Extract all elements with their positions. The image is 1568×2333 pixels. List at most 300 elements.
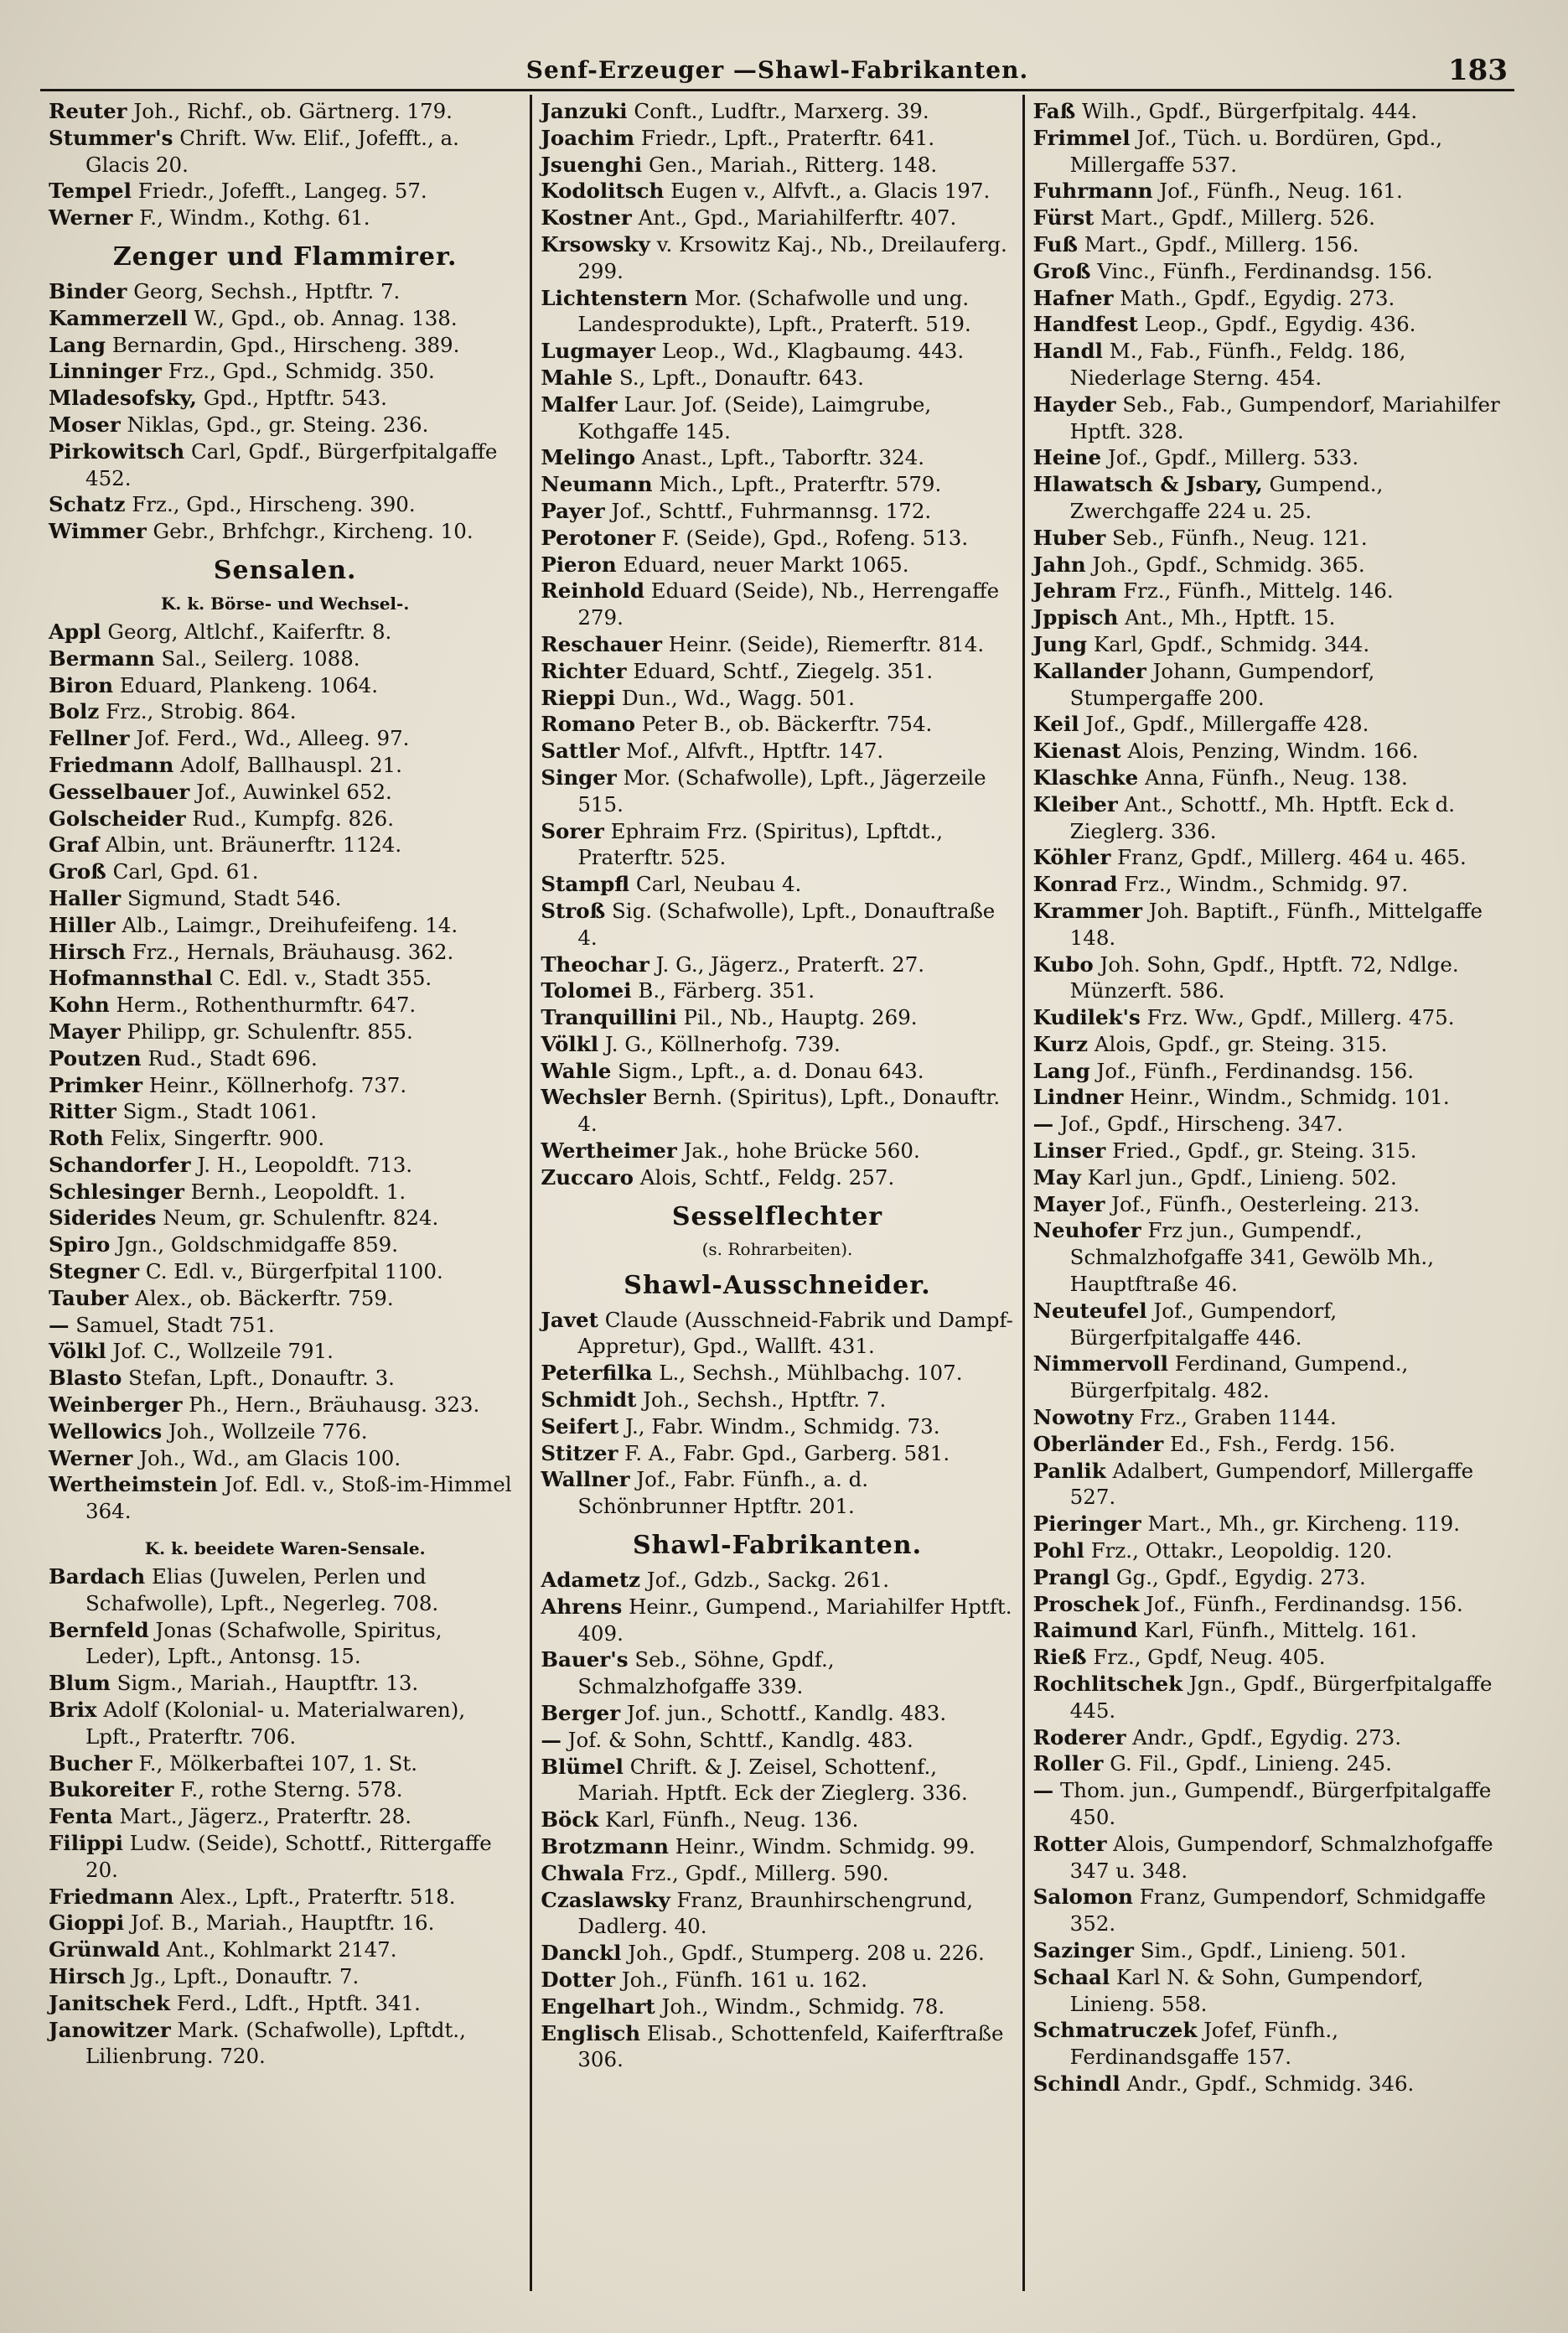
entry-name: Sazinger: [1032, 1937, 1134, 1962]
entry-details: Jof. B., Mariah., Hauptftr. 16.: [130, 1910, 435, 1936]
entry-details: Franz, Gpdf., Millerg. 464 u. 465.: [1117, 845, 1467, 870]
entry-name: Böck: [541, 1807, 599, 1833]
directory-entry: [1033, 285, 1506, 312]
directory-entry: [1033, 1458, 1506, 1511]
entry-name: Kallander: [1032, 658, 1146, 683]
directory-entry: [1033, 844, 1506, 871]
entry-details: Ant., Mh., Hptft. 15.: [1125, 605, 1336, 630]
directory-entry: [541, 1700, 1013, 1727]
entry-details: B., Färberg. 351.: [638, 978, 815, 1003]
col2-list-d: [541, 1567, 1013, 2073]
entry-details: F., Mölkerbaftei 107, 1. St.: [138, 1750, 418, 1776]
directory-entry: [541, 471, 1013, 498]
directory-entry: [541, 977, 1013, 1004]
entry-name: Rieß: [1032, 1645, 1087, 1670]
entry-name: Jppisch: [1032, 605, 1119, 630]
entry-name: Seifert: [541, 1413, 619, 1439]
entry-details: C. Edl. v., Bürgerfpital 1100.: [145, 1259, 443, 1284]
entry-details: Jof. & Sohn, Schttf., Kandlg. 483.: [567, 1727, 913, 1752]
entry-details: Mof., Alfvft., Hptftr. 147.: [626, 739, 884, 764]
entry-name: Fuhrmann: [1032, 179, 1153, 204]
directory-entry: [49, 1152, 521, 1179]
entry-details: G. Fil., Gpdf., Linieng. 245.: [1110, 1751, 1392, 1776]
directory-entry: [1033, 711, 1506, 738]
entry-name: Pohl: [1032, 1538, 1084, 1563]
entry-details: Ludw. (Seide), Schottf., Rittergaffe 20.: [85, 1831, 492, 1882]
entry-name: Bukoreiter: [49, 1777, 174, 1802]
entry-name: Linninger: [49, 359, 162, 384]
directory-entry: [1033, 951, 1506, 1005]
entry-details: Wilh., Gpdf., Bürgerfpitalg. 444.: [1082, 99, 1418, 123]
directory-entry: [541, 205, 1013, 231]
directory-entry: [1033, 1138, 1506, 1164]
entry-details: Alb., Laimgr., Dreihufeifeng. 14.: [122, 912, 458, 937]
entry-name: Wimmer: [49, 519, 147, 544]
entry-name: Hirsch: [49, 939, 126, 964]
entry-details: Joh., Sechsh., Hptftr. 7.: [643, 1387, 887, 1413]
entry-name: Wallner: [541, 1467, 630, 1492]
entry-name: Panlik: [1032, 1458, 1106, 1483]
entry-name: Tempel: [49, 179, 132, 204]
directory-entry: [541, 1754, 1013, 1807]
entry-name: Werner: [49, 1445, 133, 1470]
directory-entry: [49, 332, 521, 359]
entry-details: Jak., hohe Brücke 560.: [683, 1138, 920, 1164]
entry-details: Heinr., Windm., Schmidg. 101.: [1130, 1085, 1450, 1110]
directory-entry: [541, 98, 1013, 125]
directory-entry: [49, 98, 521, 125]
directory-entry: [49, 885, 521, 912]
directory-entry: [1033, 1004, 1506, 1031]
entry-name: Prangl: [1032, 1564, 1110, 1589]
entry-name: Reschauer: [541, 631, 662, 656]
directory-entry: [49, 1697, 521, 1750]
directory-entry: [1033, 471, 1506, 525]
entry-name: Wahle: [541, 1058, 612, 1083]
entry-details: Vinc., Fünfh., Ferdinandsg. 156.: [1097, 258, 1433, 283]
entry-name: —: [1032, 1778, 1054, 1803]
entry-details: Adolf, Ballhauspl. 21.: [180, 752, 402, 777]
entry-name: Friedmann: [49, 1884, 174, 1909]
entry-details: Chrift. Ww. Elif., Jofefft., a. Glacis 20.: [85, 125, 459, 177]
entry-name: Brotzmann: [541, 1834, 669, 1859]
entry-details: Frz., Gpdf, Neug. 405.: [1093, 1645, 1326, 1670]
entry-details: Ph., Hern., Bräuhausg. 323.: [189, 1392, 480, 1418]
directory-entry: [1033, 1964, 1506, 2018]
directory-entry: [49, 358, 521, 385]
entry-details: Mor. (Schafwolle), Lpft., Jägerzeile 515.: [577, 765, 986, 817]
subheading-boerse: K. k. Börse- und Wechsel-.: [161, 593, 410, 614]
entry-details: Jof., Fünfh., Neug. 161.: [1159, 179, 1403, 204]
entry-name: Schandorfer: [49, 1152, 191, 1177]
directory-entry: [1033, 1164, 1506, 1191]
directory-entry: [1033, 311, 1506, 338]
entry-name: Hofmannsthal: [49, 966, 213, 991]
entry-details: Jgn., Gpdf., Bürgerfpitalgaffe 445.: [1069, 1672, 1493, 1723]
entry-details: Claude (Ausschneid-Fabrik und Dampf-Appretur), Gpd., Wallft. 431.: [577, 1307, 1013, 1359]
entry-name: Blümel: [541, 1754, 624, 1779]
entry-name: Hafner: [1032, 285, 1114, 310]
entry-details: J. G., Jägerz., Praterft. 27.: [655, 951, 925, 977]
entry-details: Jof., Gpdf., Hirscheng. 347.: [1059, 1112, 1343, 1137]
directory-entry: [1033, 1591, 1506, 1618]
entry-details: Frz jun., Gumpendf., Schmalzhofgaffe 341, Gewölb Mh., Hauptftraße 46.: [1069, 1218, 1434, 1297]
entry-name: Moser: [49, 412, 121, 437]
entry-details: Mich., Lpft., Praterftr. 579.: [659, 472, 942, 497]
directory-entry: [541, 1413, 1013, 1440]
entry-details: J. G., Köllnerhofg. 739.: [604, 1031, 841, 1056]
directory-entry: [1033, 791, 1506, 845]
entry-details: J. H., Leopoldft. 713.: [197, 1152, 413, 1177]
directory-entry: [1033, 1404, 1506, 1431]
directory-entry: [1033, 338, 1506, 391]
directory-entry: [1033, 178, 1506, 205]
directory-entry: [541, 951, 1013, 978]
entry-details: Felix, Singerftr. 900.: [110, 1126, 325, 1151]
entry-details: Adalbert, Gumpendorf, Millergaffe 527.: [1069, 1458, 1474, 1510]
directory-entry: [1033, 1724, 1506, 1751]
directory-entry: [1033, 258, 1506, 285]
entry-details: Jgn., Goldschmidgaffe 859.: [116, 1232, 399, 1257]
directory-entry: [1033, 1351, 1506, 1404]
entry-name: Kienast: [1032, 739, 1121, 764]
entry-details: Albin, unt. Bräunerftr. 1124.: [106, 832, 402, 858]
entry-details: Jonas (Schafwolle, Spiritus, Leder), Lpft., Antonsg. 15.: [85, 1617, 442, 1669]
directory-entry: [1033, 631, 1506, 658]
entry-details: Sigm., Mariah., Hauptftr. 13.: [116, 1671, 419, 1696]
entry-details: Jof., Fünfh., Ferdinandsg. 156.: [1096, 1058, 1415, 1083]
entry-name: Mahle: [541, 365, 613, 390]
directory-entry: [1033, 1831, 1506, 1885]
entry-details: Jg., Lpft., Donauftr. 7.: [132, 1964, 360, 1988]
entry-details: Johann, Gumpendorf, Stumpergaffe 200.: [1069, 658, 1375, 710]
entry-name: Gesselbauer: [49, 779, 190, 804]
entry-name: Fellner: [49, 726, 130, 751]
entry-name: Neumann: [541, 472, 653, 497]
entry-details: F. A., Fabr. Gpd., Garberg. 581.: [624, 1440, 950, 1465]
directory-entry: [49, 1045, 521, 1072]
directory-entry: [1033, 1671, 1506, 1724]
directory-entry: [49, 1803, 521, 1830]
entry-details: Ant., Kohlmarkt 2147.: [166, 1937, 397, 1962]
entry-name: Wertheimstein: [49, 1472, 218, 1497]
entry-details: Heinr., Windm. Schmidg. 99.: [675, 1834, 975, 1859]
directory-entry: [541, 1567, 1013, 1594]
entry-name: Konrad: [1032, 872, 1118, 897]
entry-details: Gebr., Brhfchgr., Kircheng. 10.: [153, 519, 474, 544]
entry-name: Richter: [541, 658, 627, 683]
entry-details: Heinr. (Seide), Riemerftr. 814.: [668, 631, 985, 656]
entry-details: Franz, Braunhirschengrund, Dadlerg. 40.: [577, 1887, 974, 1939]
entry-name: —: [49, 1312, 70, 1337]
directory-entry: [49, 698, 521, 725]
entry-name: Bardach: [49, 1564, 146, 1589]
entry-name: Pieron: [541, 552, 617, 577]
directory-entry: [541, 1440, 1013, 1467]
entry-name: Rotter: [1032, 1831, 1107, 1856]
directory-entry: [541, 1727, 1013, 1754]
directory-entry: [541, 1466, 1013, 1520]
entry-name: Kurz: [1032, 1031, 1089, 1056]
directory-entry: [1033, 1031, 1506, 1058]
section-heading-sensalen: Sensalen.: [213, 555, 357, 585]
entry-name: Bauer's: [541, 1647, 629, 1672]
entry-name: Kodolitsch: [541, 179, 665, 204]
directory-entry: [49, 1205, 521, 1231]
section-heading-sesselflechter: Sesselflechter: [671, 1201, 883, 1231]
entry-name: Keil: [1032, 712, 1079, 737]
entry-details: Carl, Gpdf., Bürgerfpitalgaffe 452.: [85, 438, 498, 490]
entry-details: Gg., Gpdf., Egydig. 273.: [1115, 1564, 1366, 1589]
directory-entry: [1033, 1884, 1506, 1937]
entry-name: Schmidt: [541, 1387, 637, 1413]
col1-list-d: [49, 1563, 521, 2070]
entry-name: Adametz: [541, 1568, 641, 1593]
column-1: [40, 95, 530, 2291]
entry-name: Janitschek: [49, 1990, 170, 2015]
directory-entry: [49, 939, 521, 966]
entry-name: Hayder: [1032, 391, 1116, 417]
entry-name: Tolomei: [541, 978, 632, 1003]
entry-name: Czaslawsky: [541, 1887, 670, 1912]
entry-name: Wechsler: [541, 1085, 646, 1110]
entry-name: Nimmervoll: [1032, 1351, 1168, 1376]
entry-details: Ed., Fsh., Ferdg. 156.: [1170, 1431, 1396, 1456]
entry-name: Graf: [49, 832, 100, 858]
entry-name: Ahrens: [541, 1594, 623, 1619]
entry-details: Rud., Stadt 696.: [147, 1045, 318, 1071]
entry-name: Mladesofsky,: [49, 386, 197, 411]
entry-details: Frz., Ottakr., Leopoldig. 120.: [1090, 1538, 1393, 1563]
entry-name: Jahn: [1032, 552, 1086, 577]
entry-name: Lindner: [1032, 1085, 1124, 1110]
entry-name: Lang: [1032, 1058, 1090, 1083]
entry-details: Alois, Gpdf., gr. Steing. 315.: [1094, 1031, 1388, 1056]
entry-details: Dun., Wd., Wagg. 501.: [621, 685, 855, 710]
entry-name: Romano: [541, 712, 635, 737]
col1-list-c: [49, 619, 521, 1525]
directory-entry: [49, 619, 521, 645]
entry-details: Friedr., Jofefft., Langeg. 57.: [137, 179, 427, 204]
entry-details: J., Fabr. Windm., Schmidg. 73.: [625, 1413, 940, 1439]
entry-name: Brix: [49, 1698, 97, 1723]
directory-entry: [49, 1338, 521, 1365]
directory-entry: [541, 178, 1013, 205]
entry-details: Jof. Ferd., Wd., Alleeg. 97.: [136, 726, 410, 751]
entry-name: Groß: [1032, 258, 1091, 283]
directory-entry: [49, 1990, 521, 2017]
entry-details: Karl, Fünfh., Neug. 136.: [605, 1807, 859, 1833]
entry-name: —: [1032, 1112, 1054, 1137]
directory-entry: [541, 1646, 1013, 1700]
entry-name: Pieringer: [1032, 1511, 1141, 1537]
entry-name: Tauber: [49, 1285, 129, 1310]
directory-entry: [1033, 2017, 1506, 2071]
running-header: [40, 52, 1514, 91]
entry-name: Englisch: [541, 2020, 641, 2045]
directory-entry: [541, 125, 1013, 152]
entry-name: Binder: [49, 278, 127, 303]
directory-entry: [49, 1231, 521, 1258]
directory-entry: [49, 1072, 521, 1099]
entry-name: Theochar: [541, 951, 649, 977]
entry-name: Stitzer: [541, 1440, 618, 1465]
entry-details: Jof., Gpdf., Millerg. 533.: [1107, 445, 1359, 470]
col1-list-b: [49, 278, 521, 545]
directory-entry: [541, 1031, 1013, 1058]
entry-details: Sim., Gpdf., Linieng. 501.: [1140, 1937, 1407, 1962]
directory-entry: [541, 1993, 1013, 2020]
directory-entry: [1033, 1564, 1506, 1591]
entry-name: Biron: [49, 672, 114, 697]
entry-name: Friedmann: [49, 752, 174, 777]
directory-entry: [49, 1125, 521, 1152]
entry-name: Kubo: [1032, 951, 1094, 977]
entry-name: Berger: [541, 1701, 621, 1726]
entry-details: Peter B., ob. Bäckerftr. 754.: [641, 712, 933, 737]
entry-name: Fürst: [1032, 205, 1094, 231]
column-2: [530, 95, 1022, 2291]
entry-details: Seb., Fünfh., Neug. 121.: [1112, 525, 1368, 550]
entry-details: Heinr., Köllnerhofg. 737.: [148, 1072, 407, 1097]
entry-details: Eduard (Seide), Nb., Herrengaffe 279.: [577, 578, 1000, 630]
directory-entry: [541, 1594, 1013, 1647]
entry-details: Laur. Jof. (Seide), Laimgrube, Kothgaffe 145.: [577, 391, 932, 443]
entry-name: Stegner: [49, 1259, 140, 1284]
entry-name: Frimmel: [1032, 125, 1131, 150]
directory-entry: [1033, 1191, 1506, 1218]
entry-details: Joh., Gpdf., Schmidg. 365.: [1092, 552, 1365, 577]
entry-details: Joh., Fünfh. 161 u. 162.: [621, 1967, 867, 1992]
directory-entry: [49, 1365, 521, 1392]
directory-entry: [541, 1940, 1013, 1967]
entry-details: Alex., ob. Bäckerftr. 759.: [135, 1285, 394, 1310]
col1-list-a: [49, 98, 521, 231]
directory-entry: [541, 1164, 1013, 1191]
directory-entry: [541, 365, 1013, 391]
directory-entry: [49, 125, 521, 179]
entry-name: Kudilek's: [1032, 1005, 1141, 1030]
entry-details: Ant., Gpd., Mariahilferftr. 407.: [638, 205, 957, 231]
entry-details: Stefan, Lpft., Donauftr. 3.: [128, 1366, 395, 1391]
entry-details: Eduard, Plankeng. 1064.: [119, 672, 379, 697]
column-3: [1022, 95, 1514, 2291]
col3-list: [1033, 98, 1506, 2097]
directory-entry: [541, 391, 1013, 445]
entry-details: Rud., Kumpfg. 826.: [192, 806, 395, 831]
col2-list-a: [541, 98, 1013, 1191]
directory-entry: [49, 752, 521, 779]
entry-name: Pirkowitsch: [49, 438, 185, 464]
directory-entry: [541, 1058, 1013, 1085]
directory-entry: [541, 898, 1013, 951]
entry-name: Handl: [1032, 339, 1103, 364]
directory-entry: [1033, 658, 1506, 712]
entry-name: Hlawatsch & Jsbary,: [1032, 472, 1263, 497]
directory-entry: [1033, 391, 1506, 445]
directory-entry: [49, 1445, 521, 1472]
entry-details: L., Sechsh., Mühlbachg. 107.: [659, 1361, 963, 1386]
entry-name: Stampfl: [541, 872, 630, 897]
directory-entry: [1033, 552, 1506, 578]
directory-entry: [541, 285, 1013, 339]
directory-entry: [1033, 1644, 1506, 1671]
entry-name: Janowitzer: [49, 2017, 171, 2042]
entry-name: Poutzen: [49, 1045, 142, 1071]
directory-entry: [1033, 231, 1506, 258]
entry-name: Rochlitschek: [1032, 1672, 1183, 1697]
entry-details: S., Lpft., Donauftr. 643.: [618, 365, 864, 390]
directory-entry: [541, 231, 1013, 285]
directory-entry: [1033, 1511, 1506, 1537]
directory-entry: [1033, 604, 1506, 631]
entry-details: Georg, Sechsh., Hptftr. 7.: [133, 278, 401, 303]
entry-details: Andr., Gpdf., Egydig. 273.: [1132, 1724, 1402, 1750]
entry-name: Fenta: [49, 1804, 113, 1829]
entry-name: Roth: [49, 1126, 104, 1151]
entry-details: Anna, Fünfh., Neug. 138.: [1145, 765, 1408, 790]
entry-name: Melingo: [541, 445, 635, 470]
entry-details: Frz., Strobig. 864.: [106, 699, 297, 724]
entry-name: Völkl: [49, 1339, 106, 1364]
entry-details: Sig. (Schafwolle), Lpft., Donauftraße 4.: [577, 898, 996, 950]
entry-name: Filippi: [49, 1831, 123, 1856]
directory-entry: [49, 992, 521, 1019]
entry-details: Eduard, neuer Markt 1065.: [623, 552, 909, 577]
entry-details: Niklas, Gpd., gr. Steing. 236.: [127, 412, 429, 437]
directory-entry: [1033, 898, 1506, 951]
subheading-waren-sensale: K. k. beeidete Waren-Sensale.: [144, 1538, 426, 1559]
entry-details: Jof. C., Wollzeile 791.: [112, 1339, 334, 1364]
directory-entry: [541, 1833, 1013, 1860]
directory-entry: [1033, 1058, 1506, 1085]
entry-details: Frz. Ww., Gpdf., Millerg. 475.: [1146, 1005, 1455, 1030]
directory-entry: [1033, 1937, 1506, 1964]
directory-entry: [49, 491, 521, 518]
entry-name: Handfest: [1032, 312, 1138, 337]
entry-details: Jof. Edl. v., Stoß-im-Himmel 364.: [85, 1472, 512, 1524]
entry-details: Elisab., Schottenfeld, Kaiferftraße 306.: [577, 2020, 1004, 2072]
directory-entry: [49, 1418, 521, 1445]
entry-name: Blum: [49, 1671, 111, 1696]
entry-name: Singer: [541, 765, 617, 790]
entry-name: Stroß: [541, 898, 606, 923]
entry-name: May: [1032, 1164, 1081, 1190]
entry-details: Joh. Baptift., Fünfh., Mittelgaffe 148.: [1069, 898, 1483, 950]
entry-name: Schlesinger: [49, 1179, 184, 1204]
entry-details: Georg, Altlchf., Kaiferftr. 8.: [107, 619, 392, 644]
directory-entry: [49, 779, 521, 806]
entry-name: Grünwald: [49, 1937, 160, 1962]
entry-name: Dotter: [541, 1967, 616, 1992]
entry-name: Weinberger: [49, 1392, 183, 1418]
directory-entry: [49, 1258, 521, 1285]
directory-entry: [49, 725, 521, 752]
cross-reference-note: (s. Rohrarbeiten).: [701, 1238, 853, 1259]
section-heading-zenger: Zenger und Flammirer.: [112, 241, 458, 272]
entry-details: Frz., Fünfh., Mittelg. 146.: [1123, 578, 1394, 604]
entry-name: Lang: [49, 332, 106, 357]
directory-entry: [49, 912, 521, 939]
entry-details: Frz., Gpd., Hirscheng. 390.: [132, 492, 416, 517]
directory-entry: [541, 1387, 1013, 1413]
entry-name: Lugmayer: [541, 339, 656, 364]
entry-details: Jof., Auwinkel 652.: [196, 779, 392, 804]
page-number: 183: [1448, 54, 1508, 87]
directory-entry: [541, 1807, 1013, 1833]
entry-name: Faß: [1032, 99, 1076, 123]
entry-details: Karl, Gpdf., Schmidg. 344.: [1093, 631, 1370, 656]
